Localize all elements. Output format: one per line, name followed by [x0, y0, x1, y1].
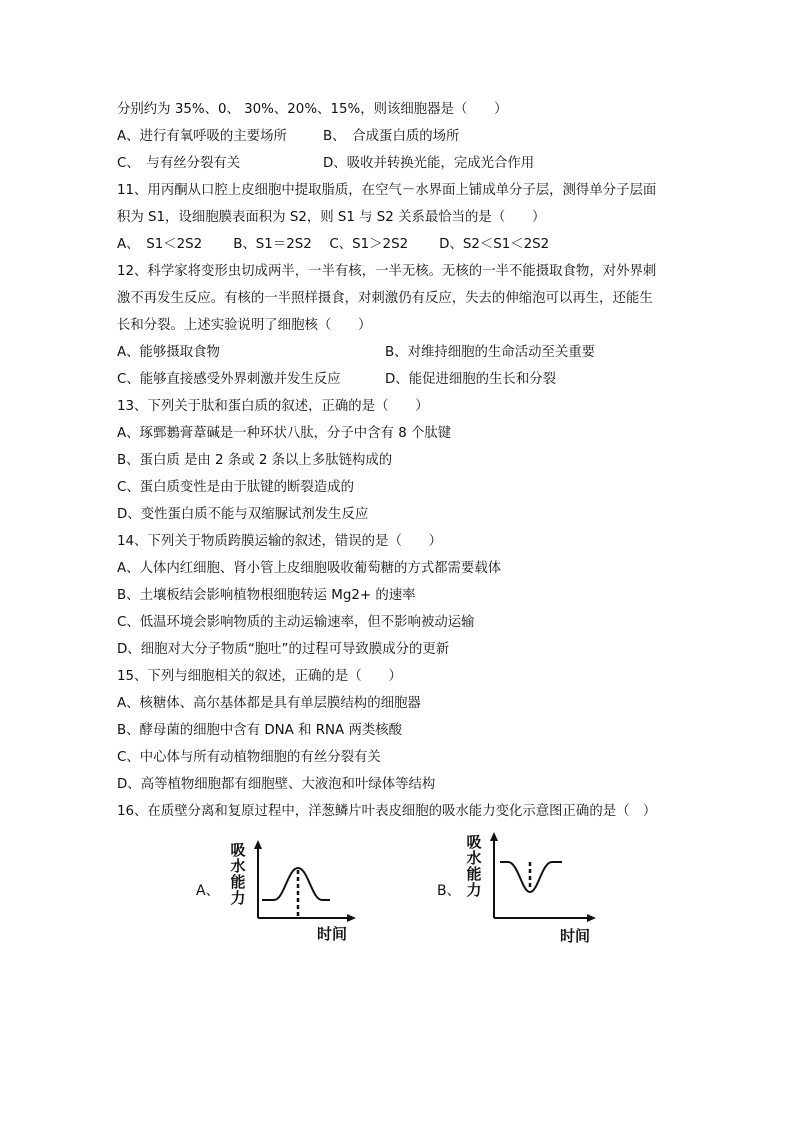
q15-option-a: A、核糖体、高尔基体都是具有单层膜结构的细胞器: [117, 696, 421, 711]
graph-b-x-arrow: [587, 914, 596, 922]
q11-options: A、 S1＜2S2 B、S1＝2S2 C、S1＞2S2 D、S2＜S1＜2S2: [117, 237, 550, 252]
q12-option-d: D、能促进细胞的生长和分裂: [385, 372, 556, 387]
q13-option-c: C、蛋白质变性是由于肽键的断裂造成的: [117, 480, 354, 495]
q15-option-b: B、酵母菌的细胞中含有 DNA 和 RNA 两类核酸: [117, 723, 403, 738]
q15-option-d: D、高等植物细胞都有细胞壁、大液泡和叶绿体等结构: [117, 777, 436, 792]
q13-option-a: A、琢鄄鶈膏葦碱是一种环状八肽，分子中含有 8 个肽键: [117, 426, 452, 441]
q12-stem: 12、科学家将变形虫切成两半，一半有核，一半无核。无核的一半不能摄取食物，对外界刺: [117, 264, 657, 279]
q14-option-b: B、土壤板结会影响植物根细胞转运 Mg2+ 的速率: [117, 588, 416, 603]
q13-stem: 13、下列关于肽和蛋白质的叙述，正确的是（ ）: [117, 399, 429, 414]
q12-option-c: C、能够直接感受外界刺激并发生反应: [117, 372, 341, 387]
q14-option-a: A、人体内红细胞、肾小管上皮细胞吸收葡萄糖的方式都需要载体: [117, 561, 502, 576]
q12-option-b: B、对维持细胞的生命活动至关重要: [385, 345, 596, 360]
q15-stem: 15、下列与细胞相关的叙述，正确的是（ ）: [117, 669, 402, 684]
q14-option-c: C、低温环境会影响物质的主动运输速率，但不影响被动运输: [117, 615, 475, 630]
q15-option-c: C、中心体与所有动植物细胞的有丝分裂有关: [117, 750, 381, 765]
q11-stem: 11、用丙酮从口腔上皮细胞中提取脂质，在空气－水界面上铺成单分子层，测得单分子层面: [117, 183, 657, 198]
q10-option-a: A、进行有氧呼吸的主要场所: [117, 129, 287, 144]
graph-a-plot: [248, 838, 358, 928]
q10-option-b: B、 合成蛋白质的场所: [323, 129, 460, 144]
q14-option-d: D、细胞对大分子物质“胞吐”的过程可导致膜成分的更新: [117, 642, 450, 657]
graph-b-label: B、: [437, 883, 461, 899]
q10-option-d: D、吸收并转换光能，完成光合作用: [323, 156, 535, 171]
graph-a-xlabel: 时间: [317, 925, 348, 943]
graph-a-y-arrow: [254, 840, 262, 849]
graph-b-xlabel: 时间: [560, 927, 591, 945]
q12-stem-end: 长和分裂。上述实验说明了细胞核（ ）: [117, 318, 372, 333]
graph-b-ylabel: 吸水能力: [466, 833, 482, 899]
q10-option-c: C、 与有丝分裂有关: [117, 156, 241, 171]
graph-a-label: A、: [196, 883, 220, 899]
graph-b-y-arrow: [490, 832, 498, 841]
q12-stem-cont: 激不再发生反应。有核的一半照样摄食，对刺激仍有反应，失去的伸缩泡可以再生，还能生: [117, 291, 653, 306]
q16-stem: 16、在质壁分离和复原过程中，洋葱鳞片叶表皮细胞的吸水能力变化示意图正确的是（ ）: [117, 804, 657, 819]
q13-option-b: B、蛋白质 是由 2 条或 2 条以上多肽链构成的: [117, 453, 393, 468]
q10-stem-end: 分别约为 35%、0、 30%、20%、15%，则该细胞器是（ ）: [117, 102, 508, 117]
q12-option-a: A、能够摄取食物: [117, 345, 220, 360]
graph-a-x-arrow: [347, 914, 356, 922]
q11-stem-cont: 积为 S1，设细胞膜表面积为 S2，则 S1 与 S2 关系最恰当的是（ ）: [117, 210, 546, 225]
graph-a-curve: [262, 868, 330, 900]
q14-stem: 14、下列关于物质跨膜运输的叙述，错误的是（ ）: [117, 534, 443, 549]
graph-a-ylabel: 吸水能力: [230, 841, 246, 907]
q13-option-d: D、变性蛋白质不能与双缩脲试剂发生反应: [117, 507, 369, 522]
graph-b-plot: [484, 830, 599, 930]
